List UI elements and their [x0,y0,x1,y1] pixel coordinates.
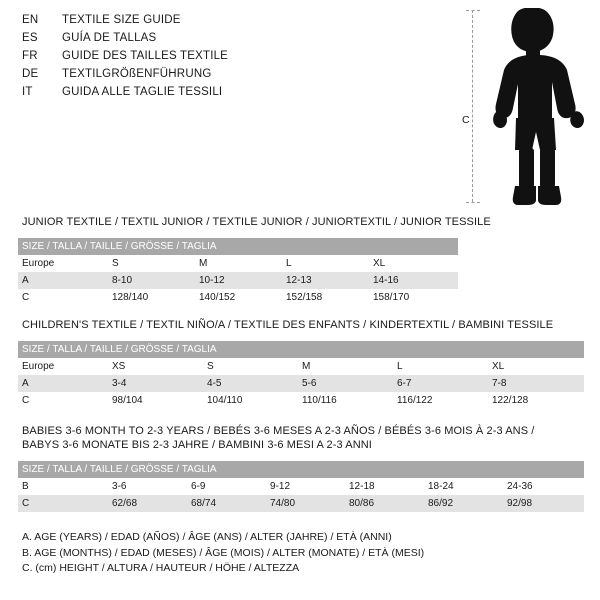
legend-notes [22,530,492,577]
table-header-label: SIZE / TALLA / TAILLE / GRÖSSE / TAGLIA [18,238,458,255]
row-label: C [18,392,108,409]
language-code: FR [22,50,38,62]
table-row [18,375,584,392]
section-title-babies-line1: BABIES 3-6 MONTH TO 2-3 YEARS / BEBÉS 3-6 MESES A 2-3 AÑOS / BÉBÉS 3-6 MOIS À 2-3 ANS / [22,425,535,437]
language-code: IT [22,86,33,98]
children-size-table [18,341,584,409]
language-code: ES [22,32,38,44]
row-cell: S [108,255,195,272]
row-cell: XS [108,358,203,375]
row-cell: 122/128 [488,392,584,409]
row-cell: 110/116 [298,392,393,409]
row-cell: XL [488,358,584,375]
measurement-figure [462,8,592,208]
language-title: TEXTILE SIZE GUIDE [62,14,181,26]
table-row [18,392,584,409]
table-header-label: SIZE / TALLA / TAILLE / GRÖSSE / TAGLIA [18,461,584,478]
row-cell: 68/74 [187,495,266,512]
row-cell: 158/170 [369,289,458,306]
row-cell: 8-10 [108,272,195,289]
row-cell: 5-6 [298,375,393,392]
language-header-block [22,14,442,104]
row-cell: M [298,358,393,375]
table-row [18,478,584,495]
section-title-babies-line2: BABYS 3-6 MONATE BIS 2-3 JAHRE / BAMBINI 3-6 MESI A 2-3 ANNI [22,439,372,451]
language-title: GUÍA DE TALLAS [62,32,157,44]
section-title-junior: JUNIOR TEXTILE / TEXTIL JUNIOR / TEXTILE JUNIOR / JUNIORTEXTIL / JUNIOR TESSILE [22,216,491,228]
row-cell: 104/110 [203,392,298,409]
measure-tick-bottom [466,202,480,203]
row-cell: 3-6 [108,478,187,495]
table-row [18,358,584,375]
row-cell: S [203,358,298,375]
row-cell: 4-5 [203,375,298,392]
language-title: GUIDA ALLE TAGLIE TESSILI [62,86,223,98]
table-header-label: SIZE / TALLA / TAILLE / GRÖSSE / TAGLIA [18,341,584,358]
row-cell: 98/104 [108,392,203,409]
row-cell: XL [369,255,458,272]
row-cell: 92/98 [503,495,584,512]
table-row [18,255,458,272]
measure-label-c: C [462,114,470,126]
row-cell: 12-18 [345,478,424,495]
row-label: Europe [18,358,108,375]
row-cell: 6-7 [393,375,488,392]
row-cell: 140/152 [195,289,282,306]
table-header-row [18,341,584,358]
height-measure-line [472,10,473,202]
language-row [22,50,442,68]
legend-note: B. AGE (MONTHS) / EDAD (MESES) / ÂGE (MOIS) / ALTER (MONATE) / ETÀ (MESI) [22,546,425,559]
language-title: TEXTILGRÖßENFÜHRUNG [62,68,212,80]
table-header-row [18,461,584,478]
row-cell: 3-4 [108,375,203,392]
toddler-silhouette-icon [482,8,590,206]
row-label: A [18,375,108,392]
row-label: B [18,478,108,495]
row-label: C [18,495,108,512]
row-cell: M [195,255,282,272]
row-cell: 128/140 [108,289,195,306]
table-row [18,495,584,512]
legend-note: A. AGE (YEARS) / EDAD (AÑOS) / ÂGE (ANS) / ALTER (JAHRE) / ETÀ (ANNI) [22,531,392,543]
junior-size-table [18,238,458,306]
row-cell: 14-16 [369,272,458,289]
row-cell: 86/92 [424,495,503,512]
row-cell: 6-9 [187,478,266,495]
row-cell: 18-24 [424,478,503,495]
row-cell: 24-36 [503,478,584,495]
babies-size-table [18,461,584,512]
row-cell: 10-12 [195,272,282,289]
row-cell: 9-12 [266,478,345,495]
row-cell: 116/122 [393,392,488,409]
row-cell: L [393,358,488,375]
language-row [22,32,442,50]
section-title-children: CHILDREN'S TEXTILE / TEXTIL NIÑO/A / TEXTILE DES ENFANTS / KINDERTEXTIL / BAMBINI TESSILE [22,319,554,331]
row-cell: 80/86 [345,495,424,512]
measure-tick-top [466,10,480,11]
table-header-row [18,238,458,255]
table-row [18,289,458,306]
row-cell: 12-13 [282,272,369,289]
row-label: Europe [18,255,108,272]
row-cell: 74/80 [266,495,345,512]
legend-note: C. (cm) HEIGHT / ALTURA / HAUTEUR / HÖHE / ALTEZZA [22,562,300,574]
language-row [22,86,442,104]
language-title: GUIDE DES TAILLES TEXTILE [62,50,229,62]
row-label: A [18,272,108,289]
table-row [18,272,458,289]
language-row [22,14,442,32]
row-cell: 7-8 [488,375,584,392]
row-cell: L [282,255,369,272]
language-code: EN [22,14,39,26]
section-title-babies [22,424,534,452]
row-cell: 62/68 [108,495,187,512]
row-label: C [18,289,108,306]
row-cell: 152/158 [282,289,369,306]
language-code: DE [22,68,39,80]
language-row [22,68,442,86]
